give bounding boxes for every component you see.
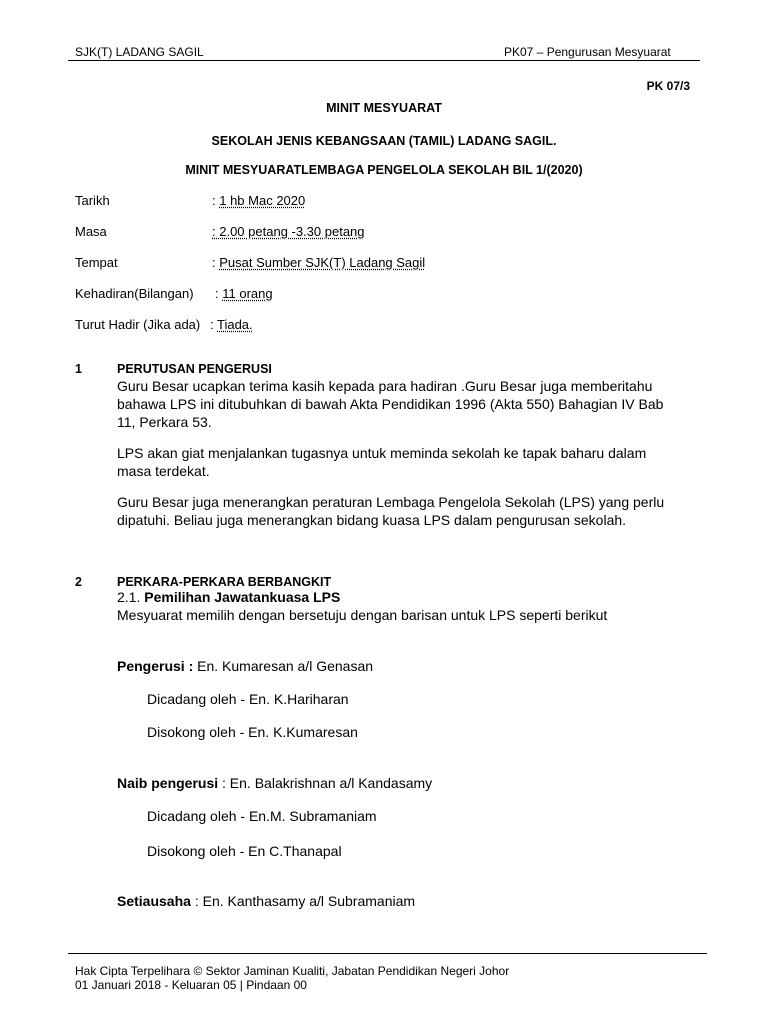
tempat-value: Pusat Sumber SJK(T) Ladang Sagil (219, 255, 426, 270)
setiausaha-name: : En. Kanthasamy a/l Subramaniam (190, 893, 416, 909)
pengerusi-dicadang: Dicadang oleh - En. K.Hariharan (147, 691, 349, 707)
footer-divider (68, 953, 707, 954)
tarikh-field (212, 193, 305, 208)
kehadiran-value: 11 orang (222, 286, 273, 301)
meeting-title: MINIT MESYUARATLEMBAGA PENGELOLA SEKOLAH BIL 1/(2020) (185, 163, 583, 177)
kehadiran-field (215, 286, 273, 301)
turut-hadir-field (210, 317, 253, 332)
masa-label: Masa (75, 224, 107, 239)
naib-pengerusi-name: : En. Balakrishnan a/l Kandasamy (218, 775, 433, 791)
document-title: MINIT MESYUARAT (326, 101, 442, 115)
pengerusi-label: Pengerusi : (117, 658, 194, 674)
tempat-prefix: : (212, 255, 220, 270)
section-2-intro: Mesyuarat memilih dengan bersetuju dengan barisan untuk LPS seperti berikut (117, 607, 608, 623)
naib-pengerusi-disokong: Disokong oleh - En C.Thanapal (147, 843, 342, 859)
section-2-title: PERKARA-PERKARA BERBANGKIT (117, 575, 332, 589)
kehadiran-prefix: : (215, 286, 223, 301)
naib-pengerusi-line (117, 775, 432, 791)
tarikh-prefix: : (212, 193, 220, 208)
section-1-paragraph-1: Guru Besar ucapkan terima kasih kepada para hadiran .Guru Besar juga memberitahu bahawa LPS ini ditubuhkan di bawah Akta Pendidikan 1996 (Akta 550) Bahagian IV Bab 11, Perkara 53. (117, 378, 664, 430)
section-1-number: 1 (75, 362, 82, 376)
pengerusi-disokong: Disokong oleh - En. K.Kumaresan (147, 724, 358, 740)
pengerusi-name: En. Kumaresan a/l Genasan (193, 658, 374, 674)
tempat-label: Tempat (75, 255, 118, 270)
footer-revision: 01 Januari 2018 - Keluaran 05 | Pindaan 00 (75, 978, 307, 992)
header-doc-ref: PK07 – Pengurusan Mesyuarat (504, 45, 671, 59)
pengerusi-line (117, 658, 373, 674)
section-1-title: PERUTUSAN PENGERUSI (117, 362, 272, 376)
turut-hadir-prefix: : (210, 317, 217, 332)
form-code: PK 07/3 (646, 79, 690, 93)
kehadiran-label: Kehadiran(Bilangan) (75, 286, 194, 301)
setiausaha-label: Setiausaha (117, 893, 191, 909)
subsection-2-1-number: 2.1. (117, 589, 141, 605)
tarikh-value: 1 hb Mac 2020 (219, 193, 306, 208)
section-1-paragraph-2: LPS akan giat menjalankan tugasnya untuk meminda sekolah ke tapak baharu dalam masa terdekat. (117, 445, 647, 479)
turut-hadir-label: Turut Hadir (Jika ada) (75, 317, 201, 332)
naib-pengerusi-dicadang: Dicadang oleh - En.M. Subramaniam (147, 808, 377, 824)
footer-copyright: Hak Cipta Terpelihara © Sektor Jaminan Kualiti, Jabatan Pendidikan Negeri Johor (75, 964, 510, 978)
turut-hadir-value: Tiada. (217, 317, 253, 332)
masa-field (212, 224, 365, 239)
masa-value: : 2.00 petang -3.30 petang (212, 224, 365, 239)
tarikh-label: Tarikh (75, 193, 110, 208)
setiausaha-line (117, 893, 415, 909)
header-divider (68, 60, 700, 61)
tempat-field (212, 255, 425, 270)
subsection-2-1-heading (117, 589, 340, 605)
subsection-2-1-title: Pemilihan Jawatankuasa LPS (144, 589, 341, 605)
section-1-paragraph-3: Guru Besar juga menerangkan peraturan Lembaga Pengelola Sekolah (LPS) yang perlu dipatuhi. Beliau juga menerangkan bidang kuasa LPS dalam pengurusan sekolah. (117, 494, 665, 528)
header-school: SJK(T) LADANG SAGIL (75, 45, 204, 59)
section-2-number: 2 (75, 575, 82, 589)
naib-pengerusi-label: Naib pengerusi (117, 775, 219, 791)
school-full-name: SEKOLAH JENIS KEBANGSAAN (TAMIL) LADANG SAGIL. (211, 134, 557, 148)
